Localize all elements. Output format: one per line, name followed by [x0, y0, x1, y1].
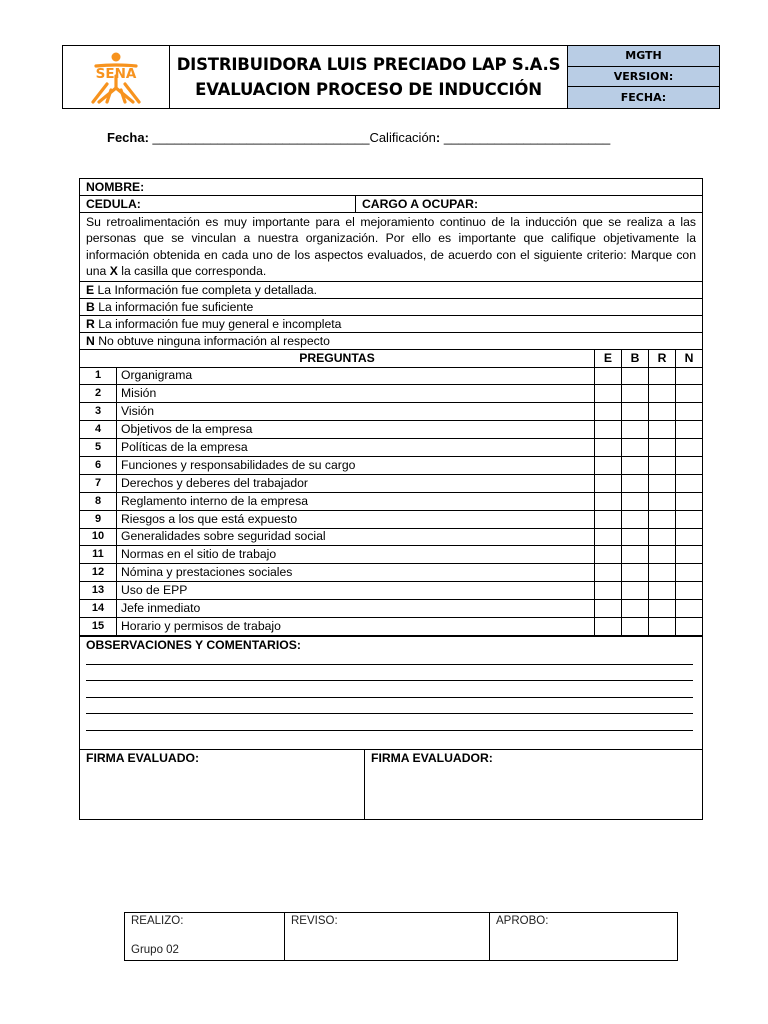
- criteria-e: [80, 282, 702, 299]
- criteria-code: N: [86, 333, 95, 348]
- question-text: Objetivos de la empresa: [117, 421, 595, 439]
- question-number: 7: [80, 474, 117, 492]
- rating-checkbox-b[interactable]: [622, 492, 649, 510]
- question-row: [80, 367, 702, 385]
- rating-checkbox-b[interactable]: [622, 528, 649, 546]
- document-header: [62, 45, 720, 109]
- question-text: Nómina y prestaciones sociales: [117, 564, 595, 582]
- firma-evaluador-field[interactable]: FIRMA EVALUADOR:: [371, 750, 493, 765]
- rating-checkbox-r[interactable]: [649, 510, 676, 528]
- rating-checkbox-b[interactable]: [622, 474, 649, 492]
- questions-table: [80, 349, 702, 636]
- question-row: [80, 546, 702, 564]
- rating-checkbox-b[interactable]: [622, 582, 649, 600]
- criteria-text: La información fue muy general e incompleta: [94, 316, 342, 331]
- document-title: EVALUACION PROCESO DE INDUCCIÓN: [195, 80, 542, 99]
- observation-line[interactable]: [86, 680, 693, 681]
- meta-code: MGTH: [568, 46, 719, 67]
- question-number: 12: [80, 564, 117, 582]
- rating-checkbox-e[interactable]: [595, 546, 622, 564]
- company-name: DISTRIBUIDORA LUIS PRECIADO LAP S.A.S: [176, 55, 561, 74]
- rating-checkbox-e[interactable]: [595, 582, 622, 600]
- meta-date: FECHA:: [568, 87, 719, 108]
- question-row: [80, 403, 702, 421]
- question-number: 3: [80, 403, 117, 421]
- aprobo-label: APROBO:: [496, 915, 549, 927]
- reviso-label: REVISO:: [291, 915, 338, 927]
- reviso-cell: [285, 913, 490, 960]
- question-number: 5: [80, 439, 117, 457]
- rating-checkbox-r[interactable]: [649, 385, 676, 403]
- rating-checkbox-b[interactable]: [622, 367, 649, 385]
- rating-checkbox-e[interactable]: [595, 600, 622, 618]
- rating-checkbox-b[interactable]: [622, 385, 649, 403]
- rating-checkbox-n[interactable]: [676, 403, 703, 421]
- firma-evaluado-field[interactable]: FIRMA EVALUADO:: [80, 750, 365, 819]
- question-text: Visión: [117, 403, 595, 421]
- meta-cell: [568, 46, 719, 108]
- question-row: [80, 528, 702, 546]
- rating-checkbox-r[interactable]: [649, 617, 676, 635]
- rating-checkbox-b[interactable]: [622, 510, 649, 528]
- question-number: 1: [80, 367, 117, 385]
- rating-header-e: E: [595, 349, 622, 367]
- rating-checkbox-b[interactable]: [622, 617, 649, 635]
- cargo-field[interactable]: CARGO A OCUPAR:: [362, 197, 478, 211]
- fecha-label: Fecha:: [107, 130, 149, 145]
- question-text: Derechos y deberes del trabajador: [117, 474, 595, 492]
- rating-checkbox-e[interactable]: [595, 385, 622, 403]
- question-text: Funciones y responsabilidades de su cargo: [117, 456, 595, 474]
- rating-checkbox-r[interactable]: [649, 582, 676, 600]
- rating-checkbox-r[interactable]: [649, 456, 676, 474]
- rating-checkbox-n[interactable]: [676, 510, 703, 528]
- realizo-cell: [125, 913, 285, 960]
- rating-checkbox-b[interactable]: [622, 403, 649, 421]
- question-text: Políticas de la empresa: [117, 439, 595, 457]
- rating-checkbox-e[interactable]: [595, 617, 622, 635]
- cedula-field[interactable]: CEDULA:: [80, 196, 356, 212]
- calificacion-label: Calificación: [369, 130, 436, 145]
- rating-checkbox-n[interactable]: [676, 492, 703, 510]
- criteria-b: [80, 299, 702, 316]
- rating-checkbox-b[interactable]: [622, 564, 649, 582]
- fecha-field[interactable]: ______________________________: [152, 130, 370, 145]
- fecha-calificacion-line: [107, 130, 610, 145]
- rating-checkbox-r[interactable]: [649, 439, 676, 457]
- question-row: [80, 456, 702, 474]
- rating-header-r: R: [649, 349, 676, 367]
- question-number: 2: [80, 385, 117, 403]
- question-text: Reglamento interno de la empresa: [117, 492, 595, 510]
- rating-checkbox-e[interactable]: [595, 492, 622, 510]
- rating-checkbox-r[interactable]: [649, 564, 676, 582]
- question-row: [80, 474, 702, 492]
- rating-checkbox-r[interactable]: [649, 546, 676, 564]
- rating-header-n: N: [676, 349, 703, 367]
- rating-checkbox-n[interactable]: [676, 617, 703, 635]
- rating-checkbox-r[interactable]: [649, 421, 676, 439]
- rating-checkbox-n[interactable]: [676, 546, 703, 564]
- rating-checkbox-e[interactable]: [595, 528, 622, 546]
- rating-checkbox-n[interactable]: [676, 564, 703, 582]
- instructions-paragraph: [80, 213, 702, 282]
- question-text: Jefe inmediato: [117, 600, 595, 618]
- cedula-cargo-row: [80, 196, 702, 213]
- question-text: Organigrama: [117, 367, 595, 385]
- criteria-code: R: [86, 316, 95, 331]
- question-row: [80, 564, 702, 582]
- rating-checkbox-b[interactable]: [622, 456, 649, 474]
- question-number: 9: [80, 510, 117, 528]
- criteria-text: No obtuve ninguna información al respecto: [94, 333, 330, 348]
- question-text: Normas en el sitio de trabajo: [117, 546, 595, 564]
- sena-logo: [63, 46, 170, 108]
- question-number: 13: [80, 582, 117, 600]
- question-row: [80, 582, 702, 600]
- question-text: Uso de EPP: [117, 582, 595, 600]
- criteria-text: La Información fue completa y detallada.: [94, 282, 318, 297]
- rating-checkbox-e[interactable]: [595, 510, 622, 528]
- observation-line[interactable]: [86, 713, 693, 714]
- question-row: [80, 385, 702, 403]
- observation-line[interactable]: [86, 664, 693, 665]
- realizo-value: Grupo 02: [131, 944, 179, 956]
- realizo-label: REALIZO:: [131, 915, 184, 927]
- logo-cell: [63, 46, 170, 108]
- evaluation-form: [79, 178, 703, 820]
- meta-version: VERSION:: [568, 67, 719, 88]
- intro-x: X: [109, 264, 118, 279]
- criteria-n: [80, 333, 702, 349]
- rating-checkbox-b[interactable]: [622, 600, 649, 618]
- nombre-field[interactable]: NOMBRE:: [80, 179, 702, 196]
- rating-checkbox-e[interactable]: [595, 564, 622, 582]
- rating-checkbox-n[interactable]: [676, 600, 703, 618]
- intro-text-1: Su retroalimentación es muy importante para el mejoramiento continuo de la inducción que se realiza a las personas que se vinculan a nuestra organización. Por ello es importante que califique objetivamente la información obtenida en cada uno de los aspectos evaluados, de acuerdo con el siguiente criterio: Marque con una: [86, 215, 696, 279]
- criteria-code: B: [86, 299, 95, 314]
- rating-checkbox-r[interactable]: [649, 492, 676, 510]
- rating-checkbox-n[interactable]: [676, 528, 703, 546]
- rating-checkbox-r[interactable]: [649, 600, 676, 618]
- rating-checkbox-n[interactable]: [676, 421, 703, 439]
- question-number: 4: [80, 421, 117, 439]
- question-number: 10: [80, 528, 117, 546]
- calificacion-colon: :: [435, 130, 441, 145]
- intro-text-2: la casilla que corresponda.: [117, 264, 267, 279]
- question-number: 15: [80, 617, 117, 635]
- rating-checkbox-n[interactable]: [676, 439, 703, 457]
- question-row: [80, 600, 702, 618]
- title-cell: [170, 46, 568, 108]
- questions-header-row: [80, 349, 702, 367]
- rating-checkbox-r[interactable]: [649, 403, 676, 421]
- signatures-row: [80, 750, 702, 819]
- rating-checkbox-b[interactable]: [622, 546, 649, 564]
- question-number: 6: [80, 456, 117, 474]
- rating-checkbox-r[interactable]: [649, 367, 676, 385]
- question-row: [80, 439, 702, 457]
- criteria-code: E: [86, 282, 95, 297]
- rating-checkbox-n[interactable]: [676, 385, 703, 403]
- logo-text: SENA: [95, 66, 137, 82]
- question-number: 14: [80, 600, 117, 618]
- question-number: 8: [80, 492, 117, 510]
- rating-checkbox-e[interactable]: [595, 421, 622, 439]
- rating-checkbox-r[interactable]: [649, 474, 676, 492]
- question-row: [80, 492, 702, 510]
- rating-checkbox-e[interactable]: [595, 456, 622, 474]
- question-number: 11: [80, 546, 117, 564]
- rating-checkbox-n[interactable]: [676, 474, 703, 492]
- question-text: Horario y permisos de trabajo: [117, 617, 595, 635]
- criteria-r: [80, 316, 702, 333]
- rating-checkbox-n[interactable]: [676, 582, 703, 600]
- rating-checkbox-e[interactable]: [595, 367, 622, 385]
- aprobo-cell: [490, 913, 677, 960]
- calificacion-field[interactable]: _______________________: [443, 130, 611, 145]
- rating-header-b: B: [622, 349, 649, 367]
- rating-checkbox-n[interactable]: [676, 367, 703, 385]
- question-row: [80, 421, 702, 439]
- question-text: Riesgos a los que está expuesto: [117, 510, 595, 528]
- approval-footer: [124, 912, 678, 961]
- observation-line[interactable]: [86, 730, 693, 731]
- questions-header: PREGUNTAS: [80, 349, 595, 367]
- question-text: Generalidades sobre seguridad social: [117, 528, 595, 546]
- rating-checkbox-n[interactable]: [676, 456, 703, 474]
- rating-checkbox-e[interactable]: [595, 403, 622, 421]
- rating-checkbox-r[interactable]: [649, 528, 676, 546]
- question-row: [80, 617, 702, 635]
- criteria-text: La información fue suficiente: [94, 299, 254, 314]
- question-text: Misión: [117, 385, 595, 403]
- question-row: [80, 510, 702, 528]
- observation-line[interactable]: [86, 697, 693, 698]
- rating-checkbox-e[interactable]: [595, 474, 622, 492]
- rating-checkbox-b[interactable]: [622, 439, 649, 457]
- observations-label: OBSERVACIONES Y COMENTARIOS:: [86, 637, 301, 652]
- rating-checkbox-b[interactable]: [622, 421, 649, 439]
- observations-section[interactable]: [80, 636, 702, 750]
- rating-checkbox-e[interactable]: [595, 439, 622, 457]
